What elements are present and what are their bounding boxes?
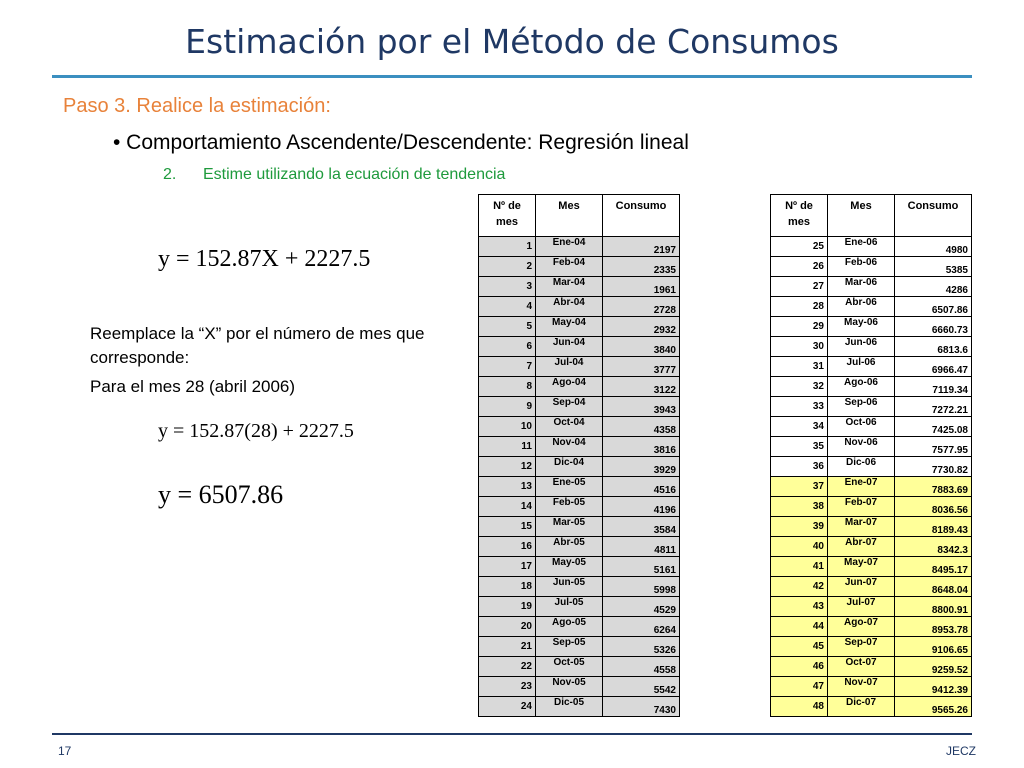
consumption-cell: 7272.21 xyxy=(895,397,972,417)
result-equation: y = 6507.86 xyxy=(158,480,284,509)
consumption-cell: 4286 xyxy=(895,277,972,297)
month-cell: Feb-04 xyxy=(536,257,603,277)
table-row xyxy=(479,397,680,417)
month-cell: Nov-05 xyxy=(536,677,603,697)
month-number-cell: 23 xyxy=(479,677,536,697)
author-initials: JECZ xyxy=(946,744,976,758)
consumption-cell: 5326 xyxy=(603,637,680,657)
month-cell: Ene-04 xyxy=(536,237,603,257)
month-number-cell: 17 xyxy=(479,557,536,577)
consumption-cell: 2728 xyxy=(603,297,680,317)
month-cell: Nov-07 xyxy=(828,677,895,697)
consumption-cell: 9412.39 xyxy=(895,677,972,697)
month-cell: Abr-06 xyxy=(828,297,895,317)
month-number-cell: 14 xyxy=(479,497,536,517)
consumption-cell: 5998 xyxy=(603,577,680,597)
month-cell: Jun-07 xyxy=(828,577,895,597)
month-number-cell: 48 xyxy=(771,697,828,717)
table-row xyxy=(479,337,680,357)
footer-rule xyxy=(52,733,972,735)
month-28-note: Para el mes 28 (abril 2006) xyxy=(90,377,296,396)
consumption-cell: 2335 xyxy=(603,257,680,277)
table-header-row xyxy=(771,195,972,237)
consumption-cell: 4811 xyxy=(603,537,680,557)
month-number-cell: 21 xyxy=(479,637,536,657)
table-row xyxy=(771,577,972,597)
table-row xyxy=(771,557,972,577)
month-cell: Jul-06 xyxy=(828,357,895,377)
consumption-cell: 8648.04 xyxy=(895,577,972,597)
month-number-cell: 44 xyxy=(771,617,828,637)
consumption-cell: 7883.69 xyxy=(895,477,972,497)
table-row xyxy=(479,357,680,377)
month-number-cell: 29 xyxy=(771,317,828,337)
month-cell: Sep-07 xyxy=(828,637,895,657)
consumption-cell: 7730.82 xyxy=(895,457,972,477)
consumption-cell: 3584 xyxy=(603,517,680,537)
month-number-cell: 42 xyxy=(771,577,828,597)
slide-number: 17 xyxy=(58,744,72,758)
consumption-cell: 4558 xyxy=(603,657,680,677)
month-number-cell: 19 xyxy=(479,597,536,617)
month-number-cell: 12 xyxy=(479,457,536,477)
substituted-equation: y = 152.87(28) + 2227.5 xyxy=(158,420,354,442)
consumption-cell: 4980 xyxy=(895,237,972,257)
table-row xyxy=(771,317,972,337)
month-cell: Feb-06 xyxy=(828,257,895,277)
consumption-cell: 6264 xyxy=(603,617,680,637)
consumption-cell: 8800.91 xyxy=(895,597,972,617)
month-cell: Ene-06 xyxy=(828,237,895,257)
month-cell: Ago-06 xyxy=(828,377,895,397)
month-cell: May-06 xyxy=(828,317,895,337)
month-cell: Sep-06 xyxy=(828,397,895,417)
consumption-cell: 3777 xyxy=(603,357,680,377)
month-cell: May-05 xyxy=(536,557,603,577)
month-number-cell: 18 xyxy=(479,577,536,597)
month-number-cell: 22 xyxy=(479,657,536,677)
month-number-cell: 30 xyxy=(771,337,828,357)
table-row xyxy=(479,297,680,317)
title-underline xyxy=(52,75,972,78)
table-row xyxy=(479,577,680,597)
subpoint-number: 2. xyxy=(163,166,177,183)
month-cell: Abr-04 xyxy=(536,297,603,317)
month-number-cell: 40 xyxy=(771,537,828,557)
table-row xyxy=(771,537,972,557)
month-cell: Sep-04 xyxy=(536,397,603,417)
month-number-cell: 28 xyxy=(771,297,828,317)
table-row xyxy=(479,677,680,697)
consumption-cell: 6813.6 xyxy=(895,337,972,357)
table-row xyxy=(479,657,680,677)
consumption-cell: 6966.47 xyxy=(895,357,972,377)
consumption-cell: 5161 xyxy=(603,557,680,577)
month-number-cell: 16 xyxy=(479,537,536,557)
consumption-cell: 3122 xyxy=(603,377,680,397)
table-row xyxy=(771,397,972,417)
consumption-cell: 4529 xyxy=(603,597,680,617)
month-cell: Abr-07 xyxy=(828,537,895,557)
table-row xyxy=(479,617,680,637)
consumption-cell: 5542 xyxy=(603,677,680,697)
month-number-cell: 4 xyxy=(479,297,536,317)
month-number-cell: 31 xyxy=(771,357,828,377)
month-cell: Oct-07 xyxy=(828,657,895,677)
consumption-cell: 9106.65 xyxy=(895,637,972,657)
table-row xyxy=(479,557,680,577)
month-cell: Nov-04 xyxy=(536,437,603,457)
table-row xyxy=(479,437,680,457)
replace-instruction: Reemplace la “X” por el número de mes que corresponde: xyxy=(90,324,425,367)
table-row xyxy=(479,317,680,337)
month-cell: Abr-05 xyxy=(536,537,603,557)
header-month-number: Nº de mes xyxy=(771,195,828,237)
month-cell: Sep-05 xyxy=(536,637,603,657)
header-month: Mes xyxy=(828,195,895,237)
table-row xyxy=(771,497,972,517)
table-row xyxy=(771,277,972,297)
month-cell: Oct-06 xyxy=(828,417,895,437)
consumption-cell: 6660.73 xyxy=(895,317,972,337)
month-number-cell: 45 xyxy=(771,637,828,657)
month-number-cell: 39 xyxy=(771,517,828,537)
table-header-row xyxy=(479,195,680,237)
month-cell: Mar-05 xyxy=(536,517,603,537)
month-cell: Ene-05 xyxy=(536,477,603,497)
month-number-cell: 32 xyxy=(771,377,828,397)
table-row xyxy=(479,477,680,497)
month-cell: Dic-04 xyxy=(536,457,603,477)
consumption-cell: 9565.26 xyxy=(895,697,972,717)
month-cell: Oct-04 xyxy=(536,417,603,437)
month-cell: Dic-07 xyxy=(828,697,895,717)
consumption-cell: 7425.08 xyxy=(895,417,972,437)
table-row xyxy=(771,297,972,317)
month-cell: Jul-04 xyxy=(536,357,603,377)
table-row xyxy=(771,437,972,457)
month-number-cell: 6 xyxy=(479,337,536,357)
month-cell: Ago-07 xyxy=(828,617,895,637)
month-cell: Ene-07 xyxy=(828,477,895,497)
consumption-cell: 4516 xyxy=(603,477,680,497)
month-number-cell: 46 xyxy=(771,657,828,677)
month-cell: Dic-05 xyxy=(536,697,603,717)
table-row xyxy=(771,597,972,617)
month-number-cell: 15 xyxy=(479,517,536,537)
consumption-cell: 8495.17 xyxy=(895,557,972,577)
month-number-cell: 25 xyxy=(771,237,828,257)
month-number-cell: 33 xyxy=(771,397,828,417)
table-row xyxy=(771,657,972,677)
table-row xyxy=(771,237,972,257)
month-number-cell: 13 xyxy=(479,477,536,497)
month-cell: May-07 xyxy=(828,557,895,577)
consumption-cell: 4358 xyxy=(603,417,680,437)
table-row xyxy=(479,517,680,537)
month-number-cell: 27 xyxy=(771,277,828,297)
table-row xyxy=(479,257,680,277)
month-number-cell: 41 xyxy=(771,557,828,577)
table-row xyxy=(479,237,680,257)
month-cell: Jun-06 xyxy=(828,337,895,357)
month-cell: Mar-07 xyxy=(828,517,895,537)
month-cell: Jun-04 xyxy=(536,337,603,357)
month-number-cell: 8 xyxy=(479,377,536,397)
consumption-cell: 7577.95 xyxy=(895,437,972,457)
table-row xyxy=(771,617,972,637)
month-cell: Mar-06 xyxy=(828,277,895,297)
header-consumption: Consumo xyxy=(603,195,680,237)
consumption-cell: 3929 xyxy=(603,457,680,477)
table-row xyxy=(771,517,972,537)
month-number-cell: 36 xyxy=(771,457,828,477)
table-row xyxy=(479,277,680,297)
month-number-cell: 20 xyxy=(479,617,536,637)
table-row xyxy=(771,417,972,437)
month-number-cell: 1 xyxy=(479,237,536,257)
table-row xyxy=(479,497,680,517)
consumption-cell: 3816 xyxy=(603,437,680,457)
table-row xyxy=(771,477,972,497)
table-row xyxy=(479,597,680,617)
header-month: Mes xyxy=(536,195,603,237)
month-cell: Ago-05 xyxy=(536,617,603,637)
month-number-cell: 2 xyxy=(479,257,536,277)
month-number-cell: 38 xyxy=(771,497,828,517)
month-cell: Feb-05 xyxy=(536,497,603,517)
slide-title: Estimación por el Método de Consumos xyxy=(185,22,839,61)
consumption-cell: 2932 xyxy=(603,317,680,337)
table-row xyxy=(771,257,972,277)
consumption-cell: 9259.52 xyxy=(895,657,972,677)
consumption-table-2006-2007 xyxy=(770,194,972,717)
consumption-cell: 6507.86 xyxy=(895,297,972,317)
consumption-cell: 7430 xyxy=(603,697,680,717)
month-number-cell: 7 xyxy=(479,357,536,377)
month-number-cell: 11 xyxy=(479,437,536,457)
trend-equation: y = 152.87X + 2227.5 xyxy=(158,246,371,272)
month-cell: Ago-04 xyxy=(536,377,603,397)
month-number-cell: 35 xyxy=(771,437,828,457)
month-number-cell: 5 xyxy=(479,317,536,337)
table-row xyxy=(479,457,680,477)
month-number-cell: 9 xyxy=(479,397,536,417)
month-cell: Jun-05 xyxy=(536,577,603,597)
consumption-cell: 8189.43 xyxy=(895,517,972,537)
table-row xyxy=(771,697,972,717)
table-row xyxy=(771,637,972,657)
consumption-cell: 2197 xyxy=(603,237,680,257)
month-cell: Nov-06 xyxy=(828,437,895,457)
consumption-cell: 4196 xyxy=(603,497,680,517)
header-consumption: Consumo xyxy=(895,195,972,237)
month-cell: Mar-04 xyxy=(536,277,603,297)
month-number-cell: 43 xyxy=(771,597,828,617)
month-number-cell: 47 xyxy=(771,677,828,697)
consumption-cell: 8036.56 xyxy=(895,497,972,517)
table-row xyxy=(771,377,972,397)
month-number-cell: 34 xyxy=(771,417,828,437)
consumption-cell: 3943 xyxy=(603,397,680,417)
consumption-cell: 8953.78 xyxy=(895,617,972,637)
table-row xyxy=(771,457,972,477)
table-row xyxy=(479,637,680,657)
consumption-cell: 1961 xyxy=(603,277,680,297)
numbered-subpoint xyxy=(163,166,505,184)
month-cell: Dic-06 xyxy=(828,457,895,477)
table-row xyxy=(771,337,972,357)
month-number-cell: 37 xyxy=(771,477,828,497)
consumption-table-2004-2005 xyxy=(478,194,680,717)
table-row xyxy=(479,417,680,437)
table-row xyxy=(479,377,680,397)
table-row xyxy=(771,677,972,697)
month-cell: Jul-07 xyxy=(828,597,895,617)
step-heading: Paso 3. Realice la estimación: xyxy=(63,95,331,117)
consumption-cell: 7119.34 xyxy=(895,377,972,397)
month-cell: Feb-07 xyxy=(828,497,895,517)
subpoint-text: Estime utilizando la ecuación de tendencia xyxy=(203,166,506,183)
month-number-cell: 10 xyxy=(479,417,536,437)
table-row xyxy=(479,697,680,717)
consumption-cell: 8342.3 xyxy=(895,537,972,557)
month-cell: Jul-05 xyxy=(536,597,603,617)
month-cell: May-04 xyxy=(536,317,603,337)
consumption-cell: 3840 xyxy=(603,337,680,357)
consumption-cell: 5385 xyxy=(895,257,972,277)
month-number-cell: 3 xyxy=(479,277,536,297)
bullet-point: • Comportamiento Ascendente/Descendente: Regresión lineal xyxy=(113,131,689,154)
table-row xyxy=(479,537,680,557)
month-cell: Oct-05 xyxy=(536,657,603,677)
month-number-cell: 26 xyxy=(771,257,828,277)
month-number-cell: 24 xyxy=(479,697,536,717)
table-row xyxy=(771,357,972,377)
header-month-number: Nº de mes xyxy=(479,195,536,237)
